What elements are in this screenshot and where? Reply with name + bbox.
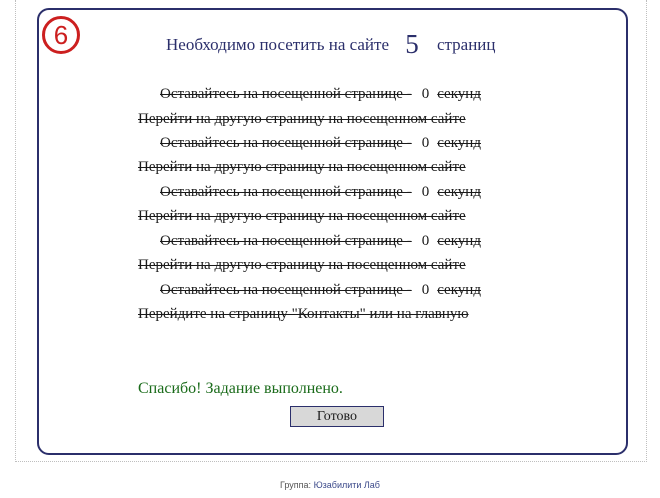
task-number: 6 [53, 20, 69, 50]
step-seconds: 0 [421, 282, 430, 298]
step-text: Оставайтесь на посещенной странице - [160, 233, 412, 249]
step-unit: секунд [437, 184, 481, 200]
step-text: Оставайтесь на посещенной странице - [160, 135, 412, 151]
pages-count: 5 [405, 29, 419, 59]
header-suffix: страниц [436, 35, 496, 54]
step-seconds: 0 [421, 184, 430, 200]
step-go-1: Перейти на другую страницу на посещенном сайте [138, 111, 466, 127]
completion-message: Спасибо! Задание выполнено. [138, 380, 343, 397]
step-stay-5 [160, 282, 481, 299]
step-stay-4 [160, 233, 481, 250]
step-text: Оставайтесь на посещенной странице - [160, 282, 412, 298]
step-unit: секунд [437, 86, 481, 102]
step-unit: секунд [437, 282, 481, 298]
step-text: Оставайтесь на посещенной странице - [160, 86, 412, 102]
step-unit: секунд [437, 233, 481, 249]
step-stay-2 [160, 135, 481, 152]
task-number-badge [42, 16, 80, 54]
step-seconds: 0 [421, 135, 430, 151]
step-final: Перейдите на страницу "Контакты" или на главную [138, 306, 469, 322]
step-unit: секунд [437, 135, 481, 151]
group-link[interactable]: Юзабилити Лаб [313, 480, 380, 490]
step-stay-3 [160, 184, 481, 201]
footer-label: Группа: [280, 480, 312, 490]
task-header [166, 26, 496, 57]
footer [0, 480, 660, 490]
step-go-4: Перейти на другую страницу на посещенном сайте [138, 257, 466, 273]
header-prefix: Необходимо посетить на сайте [166, 35, 389, 54]
step-seconds: 0 [421, 233, 430, 249]
step-stay-1 [160, 86, 481, 103]
step-go-2: Перейти на другую страницу на посещенном сайте [138, 159, 466, 175]
step-go-3: Перейти на другую страницу на посещенном сайте [138, 208, 466, 224]
step-seconds: 0 [421, 86, 430, 102]
step-text: Оставайтесь на посещенной странице - [160, 184, 412, 200]
done-button[interactable]: Готово [290, 406, 384, 427]
